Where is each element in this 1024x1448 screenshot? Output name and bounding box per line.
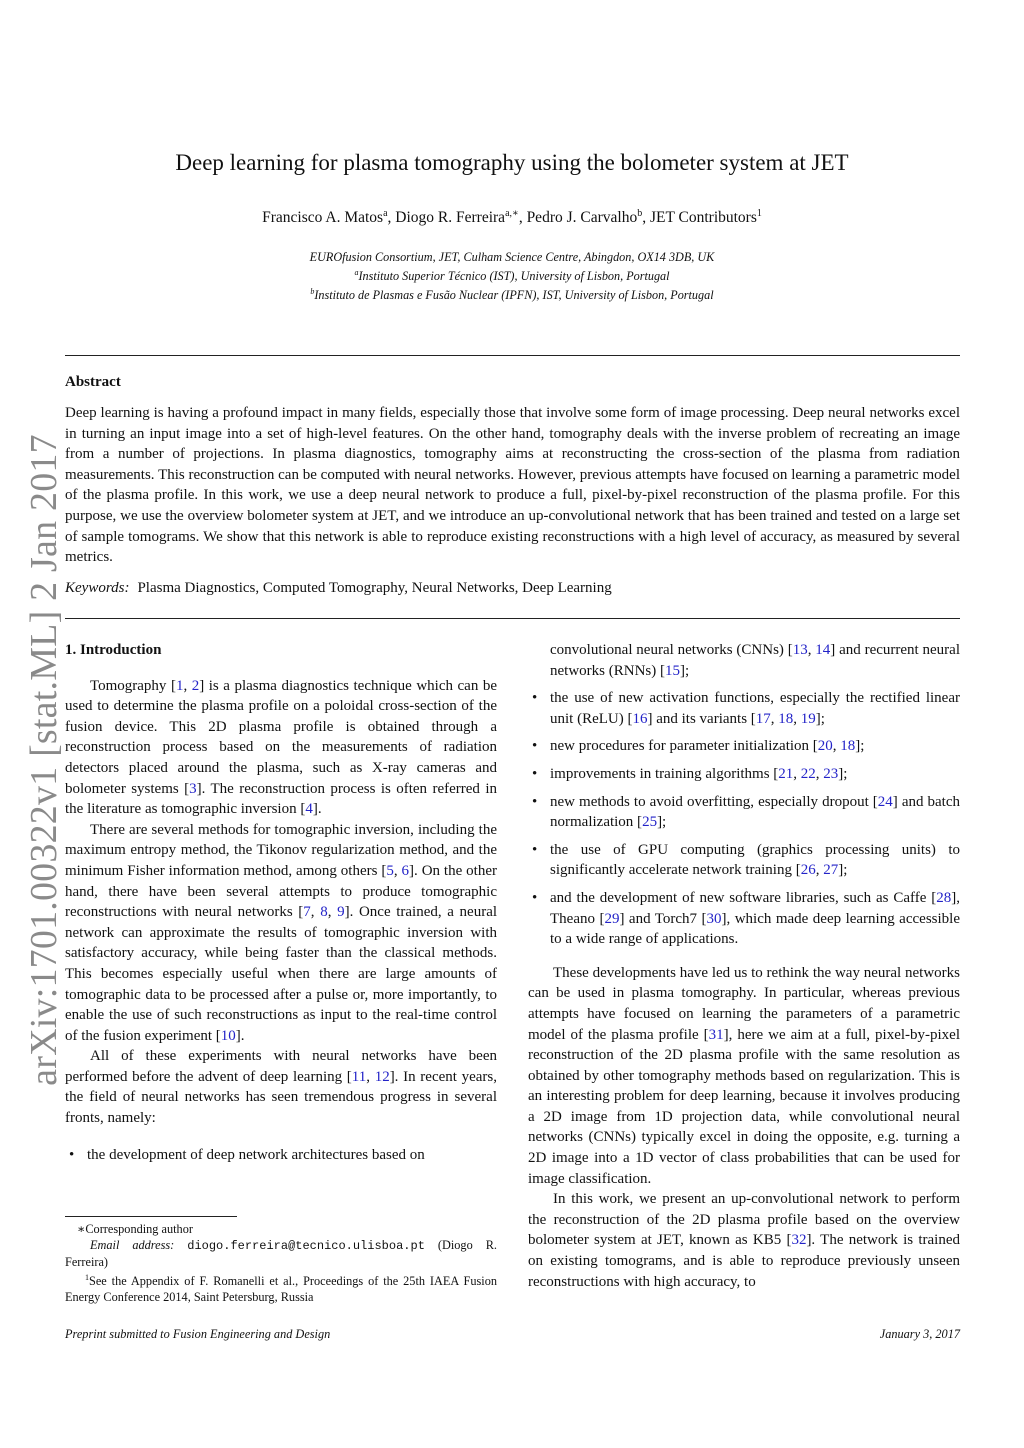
citation-link[interactable]: 10 [220, 1027, 236, 1044]
citation-link[interactable]: 6 [401, 862, 410, 879]
paragraph: In this work, we present an up-convolutional network to perform the reconstruction of the 2D plasma profile based on the overview bolometer system at JET, known as KB5 [32]. The network is trained on existing tomograms, and is able to reproduce previously unseen reconstructions with high accuracy, to [528, 1191, 960, 1290]
footer-right: January 3, 2017 [879, 1327, 960, 1341]
citation-link[interactable]: 15 [664, 662, 680, 679]
citation-link[interactable]: 5 [386, 862, 394, 879]
list-item: • and the development of new software libraries, such as Caffe [28], Theano [29] and Torch7 [30], which made deep learning accessible to a wide range of applications. [532, 889, 960, 948]
bullet-icon: • [532, 841, 538, 858]
author-sup: a,∗ [505, 208, 519, 219]
bullet-icon: • [532, 690, 538, 707]
divider-top [65, 355, 960, 356]
citation-link[interactable]: 23 [823, 765, 839, 782]
citation-link[interactable]: 3 [189, 780, 197, 797]
citation-link[interactable]: 16 [632, 710, 648, 727]
section-heading: 1. Introduction [65, 642, 162, 658]
list-item-continued: convolutional neural networks (CNNs) [13, 14] and recurrent neural networks (RNNs) [15]; [550, 642, 961, 679]
keywords [65, 580, 612, 597]
email-link[interactable]: diogo.ferreira@tecnico.ulisboa.pt [187, 1239, 425, 1253]
citation-link[interactable]: 2 [191, 677, 200, 694]
keywords-label: Keywords: [65, 580, 130, 596]
arxiv-stamp: arXiv:1701.00322v1 [stat.ML] 2 Jan 2017 [23, 434, 65, 1086]
citation-link[interactable]: 7 [303, 904, 311, 921]
citation-link[interactable]: 27 [823, 862, 839, 879]
right-column [528, 640, 960, 1292]
citation-link[interactable]: 12 [374, 1068, 390, 1085]
list-item: • the development of deep network architectures based on [65, 1145, 497, 1166]
footnote-1: $^1$See the Appendix of F. Romanelli et al., Proceedings of the 25th IAEA Fusion Energy Conference 2014, Saint Petersburg, Russia [65, 1273, 497, 1305]
list-item: • improvements in training algorithms [21, 22, 23]; [528, 764, 960, 785]
citation-link[interactable]: 31 [708, 1026, 724, 1043]
author: JET Contributors [649, 209, 757, 227]
footer-left: Preprint submitted to Fusion Engineering and Design [65, 1327, 331, 1341]
citation-link[interactable]: 17 [755, 710, 771, 727]
citation-link[interactable]: 28 [936, 889, 952, 906]
affiliation: EUROfusion Consortium, JET, Culham Science Centre, Abingdon, OX14 3DB, UK [309, 250, 715, 265]
citation-link[interactable]: 26 [800, 862, 816, 879]
divider-bottom [65, 618, 960, 619]
list-item: • new methods to avoid overfitting, especially dropout [24] and batch normalization [25]; [532, 793, 960, 831]
bullet-icon: • [532, 889, 538, 906]
author-list: Francisco A. Matos$^a$, Diogo R. Ferreira$^{a,∗}$, Pedro J. Carvalho$^b$, JET Contributors$^1$ [262, 208, 762, 227]
paragraph: All of these experiments with neural networks have been performed before the advent of deep learning [11, 12]. In recent years, the field of neural networks has seen tremendous progress in several fronts, namely: [65, 1048, 497, 1127]
citation-link[interactable]: 21 [778, 765, 794, 782]
paragraph: There are several methods for tomographic inversion, including the maximum entropy method, the Tikonov regularization method, and the minimum Fisher information method, among others [5, 6]. On the other hand, there have been several attempts to produce tomographic reconstructions with neural networks [7, 8, 9]. Once trained, a neural network can approximate the results of tomographic inversion with satisfactory accuracy, while being faster than the classical methods. This becomes especially useful when there are large amounts of tomographic data to be processed after a pulse or, more importantly, to enable the use of such reconstructions as input to the real-time control of the fusion experiment [10]. [65, 821, 498, 1044]
citation-link[interactable]: 4 [305, 801, 313, 818]
citation-link[interactable]: 32 [791, 1232, 807, 1249]
bullet-icon: • [532, 793, 538, 810]
abstract-heading: Abstract [65, 374, 121, 390]
bullet-icon: • [532, 765, 538, 782]
footnote-email: Email address: diogo.ferreira@tecnico.ulisboa.pt (Diogo R. Ferreira) [65, 1238, 497, 1269]
paper-title: Deep learning for plasma tomography using the bolometer system at JET [175, 150, 849, 175]
list-item: • the use of new activation functions, especially the rectified linear unit (ReLU) [16] and its variants [17, 18, 19]; [532, 690, 960, 727]
list-item: • the use of GPU computing (graphics processing units) to significantly accelerate network training [26, 27]; [532, 841, 960, 879]
citation-link[interactable]: 25 [642, 814, 658, 831]
author: Pedro J. Carvalho [526, 209, 638, 227]
affiliation: $^b$Instituto de Plasmas e Fusão Nuclear (IPFN), IST, University of Lisbon, Portugal [310, 287, 714, 303]
citation-link[interactable]: 29 [604, 910, 620, 927]
keywords-text: Plasma Diagnostics, Computed Tomography, Neural Networks, Deep Learning [137, 580, 612, 596]
citation-link[interactable]: 30 [706, 910, 722, 927]
citation-link[interactable]: 20 [817, 738, 833, 755]
citation-link[interactable]: 24 [877, 793, 893, 810]
citation-link[interactable]: 11 [351, 1068, 367, 1085]
bullet-icon: • [69, 1146, 75, 1163]
list-item: • new procedures for parameter initialization [20, 18]; [528, 736, 960, 757]
citation-link[interactable]: 18 [840, 738, 856, 755]
author-sup: a [383, 208, 388, 219]
footnote-rule [65, 1216, 237, 1217]
bullet-icon: • [532, 738, 538, 755]
footnote-corresponding: ∗Corresponding author [77, 1222, 193, 1236]
citation-link[interactable]: 18 [778, 710, 794, 727]
footnotes [65, 1221, 497, 1305]
citation-link[interactable]: 9 [337, 904, 345, 921]
citation-link[interactable]: 1 [175, 677, 184, 694]
citation-link[interactable]: 13 [792, 642, 808, 658]
affiliation: $^a$Instituto Superior Técnico (IST), University of Lisbon, Portugal [354, 268, 670, 284]
affiliations [60, 246, 964, 303]
citation-link[interactable]: 14 [815, 642, 831, 658]
abstract-text: Deep learning is having a profound impact in many fields, especially those that involve some form of image processing. Deep neural networks excel in turning an input image into a set of high-level features. On the other hand, tomography deals with the inverse problem of recreating an image from a number of projections. In plasma diagnostics, tomography aims at reconstructing the cross-section of the plasma from radiation measurements. This reconstruction can be computed with neural networks. However, previous attempts have focused on learning a parametric model of the plasma profile. In this work, we use a deep neural network to produce a full, pixel-by-pixel reconstruction of the plasma profile. For this purpose, we use the overview bolometer system at JET, and we introduce an up-convolutional network that has been trained and tested on a large set of sample tomograms. We show that this network is able to reproduce existing reconstructions with a high level of accuracy, as measured by several metrics. [65, 405, 960, 566]
paragraph: Tomography [1, 2] is a plasma diagnostics technique which can be used to determine the plasma profile on a poloidal cross-section of the fusion device. This 2D plasma profile is obtained through a reconstruction process based on the measurements of radiation detectors placed around the plasma, such as X-ray cameras and bolometer systems [3]. The reconstruction process is often referred in the literature as tomographic inversion [4]. [65, 677, 498, 818]
citation-link[interactable]: 19 [800, 710, 816, 727]
author: Francisco A. Matos [262, 209, 384, 227]
author-sup: 1 [756, 208, 762, 219]
citation-link[interactable]: 22 [800, 765, 816, 782]
author: Diogo R. Ferreira [395, 209, 506, 227]
paragraph: These developments have led us to rethink the way neural networks can be used in plasma tomography. In particular, whereas previous attempts have focused on learning the parameters of a parametric model of the plasma profile [31], here we aim at a full, pixel-by-pixel reconstruction of the 2D plasma profile with the same resolution as obtained by other tomography methods based on regularization. This is an interesting problem for deep learning, because it involves producing a 2D image from 1D projection data, while convolutional neural networks (CNNs) typically excel in doing the opposite, e.g. turning a 2D image into a 1D vector of class probabilities that can be used for image classification. [528, 964, 961, 1187]
author-sup: b [637, 208, 643, 219]
left-column [65, 640, 497, 1165]
citation-link[interactable]: 8 [320, 904, 328, 921]
